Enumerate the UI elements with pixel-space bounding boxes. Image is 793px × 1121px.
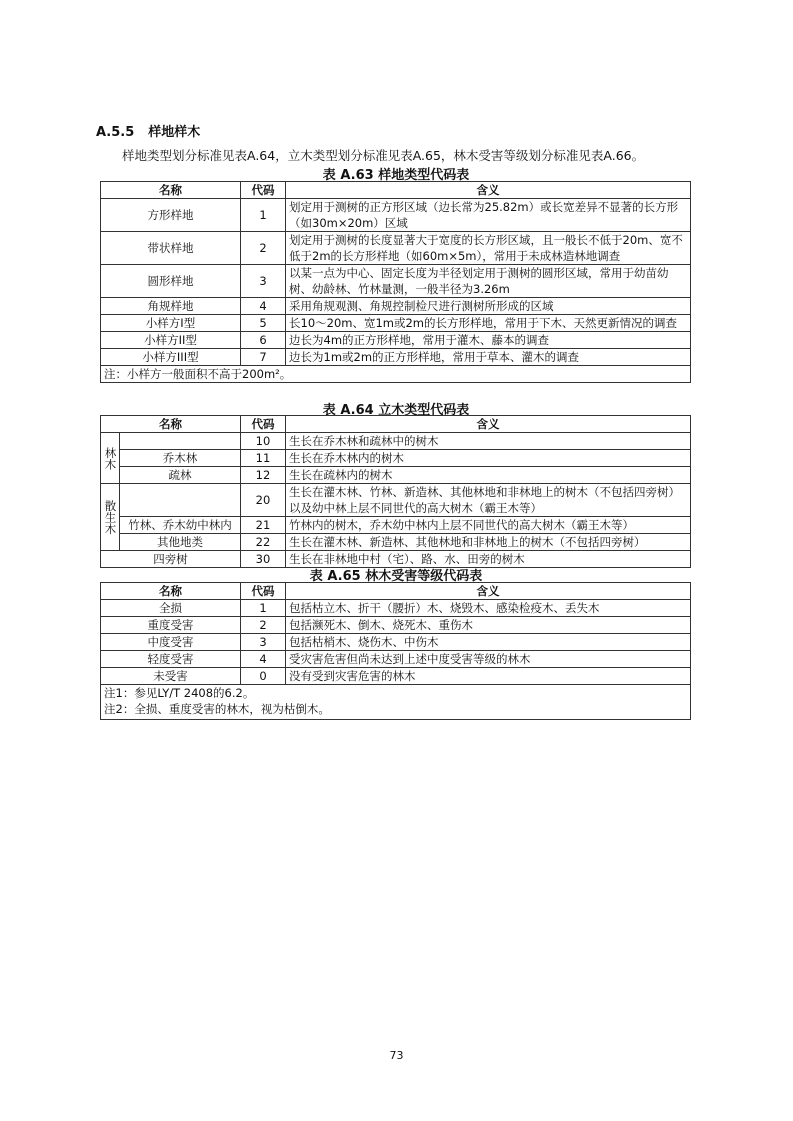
- cell-name: 小样方II型: [101, 332, 241, 349]
- cell-meaning: 受灾害危害但尚未达到上述中度受害等级的林木: [286, 651, 691, 668]
- page-number: 73: [389, 1049, 404, 1062]
- table-note-row: [101, 685, 691, 720]
- header-meaning: 含义: [286, 583, 691, 600]
- section-number: A.5.5: [96, 125, 135, 140]
- cell-meaning: 竹林内的树木，乔木幼中林内上层不同世代的高大树木（霸王木等）: [286, 517, 691, 534]
- cell-code: 1: [241, 600, 286, 617]
- table-row: [101, 332, 691, 349]
- cell-name: [120, 484, 241, 517]
- table-row: [101, 467, 691, 484]
- table-header: [101, 416, 691, 433]
- table-row: [101, 433, 691, 450]
- table-notes: [101, 685, 691, 720]
- table-row: [101, 617, 691, 634]
- header-code: 代码: [241, 583, 286, 600]
- cell-meaning: 包括枯立木、折干（腰折）木、烧毁木、感染检疫木、丢失木: [286, 600, 691, 617]
- header-name: 名称: [101, 182, 241, 199]
- table-row: [101, 651, 691, 668]
- cell-code: 10: [241, 433, 286, 450]
- cell-meaning: 生长在乔木林内的树木: [286, 450, 691, 467]
- table-row: [101, 517, 691, 534]
- table-row: [101, 298, 691, 315]
- group-label-linmu: 林木: [101, 433, 120, 484]
- cell-meaning: 没有受到灾害危害的林木: [286, 668, 691, 685]
- cell-code: 2: [241, 232, 286, 265]
- cell-meaning: 以某一点为中心、固定长度为半径划定用于测树的圆形区域，常用于幼苗幼树、幼龄林、竹林量测，一般半径为3.26m: [286, 265, 691, 298]
- cell-code: 11: [241, 450, 286, 467]
- table-a63: [100, 181, 691, 383]
- cell-meaning: 边长为1m或2m的正方形样地，常用于草本、灌木的调查: [286, 349, 691, 366]
- cell-meaning: 长10～20m、宽1m或2m的长方形样地，常用于下木、天然更新情况的调查: [286, 315, 691, 332]
- cell-meaning: 生长在乔木林和疏林中的树木: [286, 433, 691, 450]
- table-note: 注：小样方一般面积不高于200m²。: [101, 366, 691, 383]
- table-a64: [100, 415, 691, 568]
- cell-code: 7: [241, 349, 286, 366]
- table-note-row: [101, 366, 691, 383]
- cell-code: 1: [241, 199, 286, 232]
- cell-code: 6: [241, 332, 286, 349]
- cell-name: 乔木林: [120, 450, 241, 467]
- cell-meaning: 划定用于测树的正方形区域（边长常为25.82m）或长宽差异不显著的长方形（如30m×20m）区域: [286, 199, 691, 232]
- cell-code: 30: [241, 551, 286, 568]
- group-label-sanshengmu: 散生木: [101, 484, 120, 551]
- table-row: [101, 668, 691, 685]
- table-a64-caption: 表 A.64 立木类型代码表: [322, 403, 470, 418]
- section-title: 样地样木: [148, 125, 201, 140]
- cell-name: 四旁树: [101, 551, 241, 568]
- table-row: [101, 484, 691, 517]
- cell-name: 轻度受害: [101, 651, 241, 668]
- table-header: [101, 182, 691, 199]
- table-row: [101, 634, 691, 651]
- cell-name: 带状样地: [101, 232, 241, 265]
- cell-code: 5: [241, 315, 286, 332]
- cell-code: 21: [241, 517, 286, 534]
- header-meaning: 含义: [286, 182, 691, 199]
- table-row: [101, 600, 691, 617]
- table-row: [101, 349, 691, 366]
- cell-name: 重度受害: [101, 617, 241, 634]
- table-row: [101, 265, 691, 298]
- cell-name: 方形样地: [101, 199, 241, 232]
- cell-code: 4: [241, 651, 286, 668]
- cell-meaning: 采用角规观测、角规控制检尺进行测树所形成的区域: [286, 298, 691, 315]
- intro-paragraph: 样地类型划分标准见表A.64，立木类型划分标准见表A.65，林木受害等级划分标准见表A.66。: [122, 148, 645, 163]
- table-row: [101, 534, 691, 551]
- table-a63-caption: 表 A.63 样地类型代码表: [322, 168, 470, 183]
- cell-meaning: 边长为4m的正方形样地，常用于灌木、藤本的调查: [286, 332, 691, 349]
- header-meaning: 含义: [286, 416, 691, 433]
- section-heading: [96, 121, 214, 140]
- cell-code: 0: [241, 668, 286, 685]
- cell-code: 2: [241, 617, 286, 634]
- cell-code: 3: [241, 265, 286, 298]
- cell-name: 全损: [101, 600, 241, 617]
- table-a65-caption: 表 A.65 林木受害等级代码表: [309, 569, 483, 584]
- table-header: [101, 583, 691, 600]
- table-row: [101, 232, 691, 265]
- table-note-2: 注2：全损、重度受害的林木，视为枯倒木。: [104, 702, 330, 716]
- header-code: 代码: [241, 416, 286, 433]
- header-name: 名称: [101, 416, 241, 433]
- cell-meaning: 包括濒死木、倒木、烧死木、重伤木: [286, 617, 691, 634]
- table-a65: [100, 582, 691, 720]
- cell-code: 22: [241, 534, 286, 551]
- cell-meaning: 包括枯梢木、烧伤木、中伤木: [286, 634, 691, 651]
- cell-name: 角规样地: [101, 298, 241, 315]
- cell-name: [120, 433, 241, 450]
- table-row: [101, 199, 691, 232]
- cell-meaning: 生长在灌木林、竹林、新造林、其他林地和非林地上的树木（不包括四旁树）以及幼中林上层不同世代的高大树木（霸王木等）: [286, 484, 691, 517]
- table-note-1: 注1：参见LY/T 2408的6.2。: [104, 686, 255, 700]
- cell-name: 小样方III型: [101, 349, 241, 366]
- cell-name: 竹林、乔木幼中林内: [120, 517, 241, 534]
- cell-meaning: 生长在非林地中村（宅）、路、水、田旁的树木: [286, 551, 691, 568]
- cell-meaning: 生长在疏林内的树木: [286, 467, 691, 484]
- table-row: [101, 450, 691, 467]
- cell-meaning: 生长在灌木林、新造林、其他林地和非林地上的树木（不包括四旁树）: [286, 534, 691, 551]
- cell-meaning: 划定用于测树的长度显著大于宽度的长方形区域，且一般长不低于20m、宽不低于2m的长方形样地（如60m×5m），常用于未成林造林地调查: [286, 232, 691, 265]
- cell-code: 3: [241, 634, 286, 651]
- cell-code: 12: [241, 467, 286, 484]
- cell-name: 中度受害: [101, 634, 241, 651]
- table-row: [101, 315, 691, 332]
- cell-name: 其他地类: [120, 534, 241, 551]
- cell-code: 20: [241, 484, 286, 517]
- cell-name: 未受害: [101, 668, 241, 685]
- header-name: 名称: [101, 583, 241, 600]
- cell-code: 4: [241, 298, 286, 315]
- cell-name: 小样方I型: [101, 315, 241, 332]
- cell-name: 圆形样地: [101, 265, 241, 298]
- header-code: 代码: [241, 182, 286, 199]
- cell-name: 疏林: [120, 467, 241, 484]
